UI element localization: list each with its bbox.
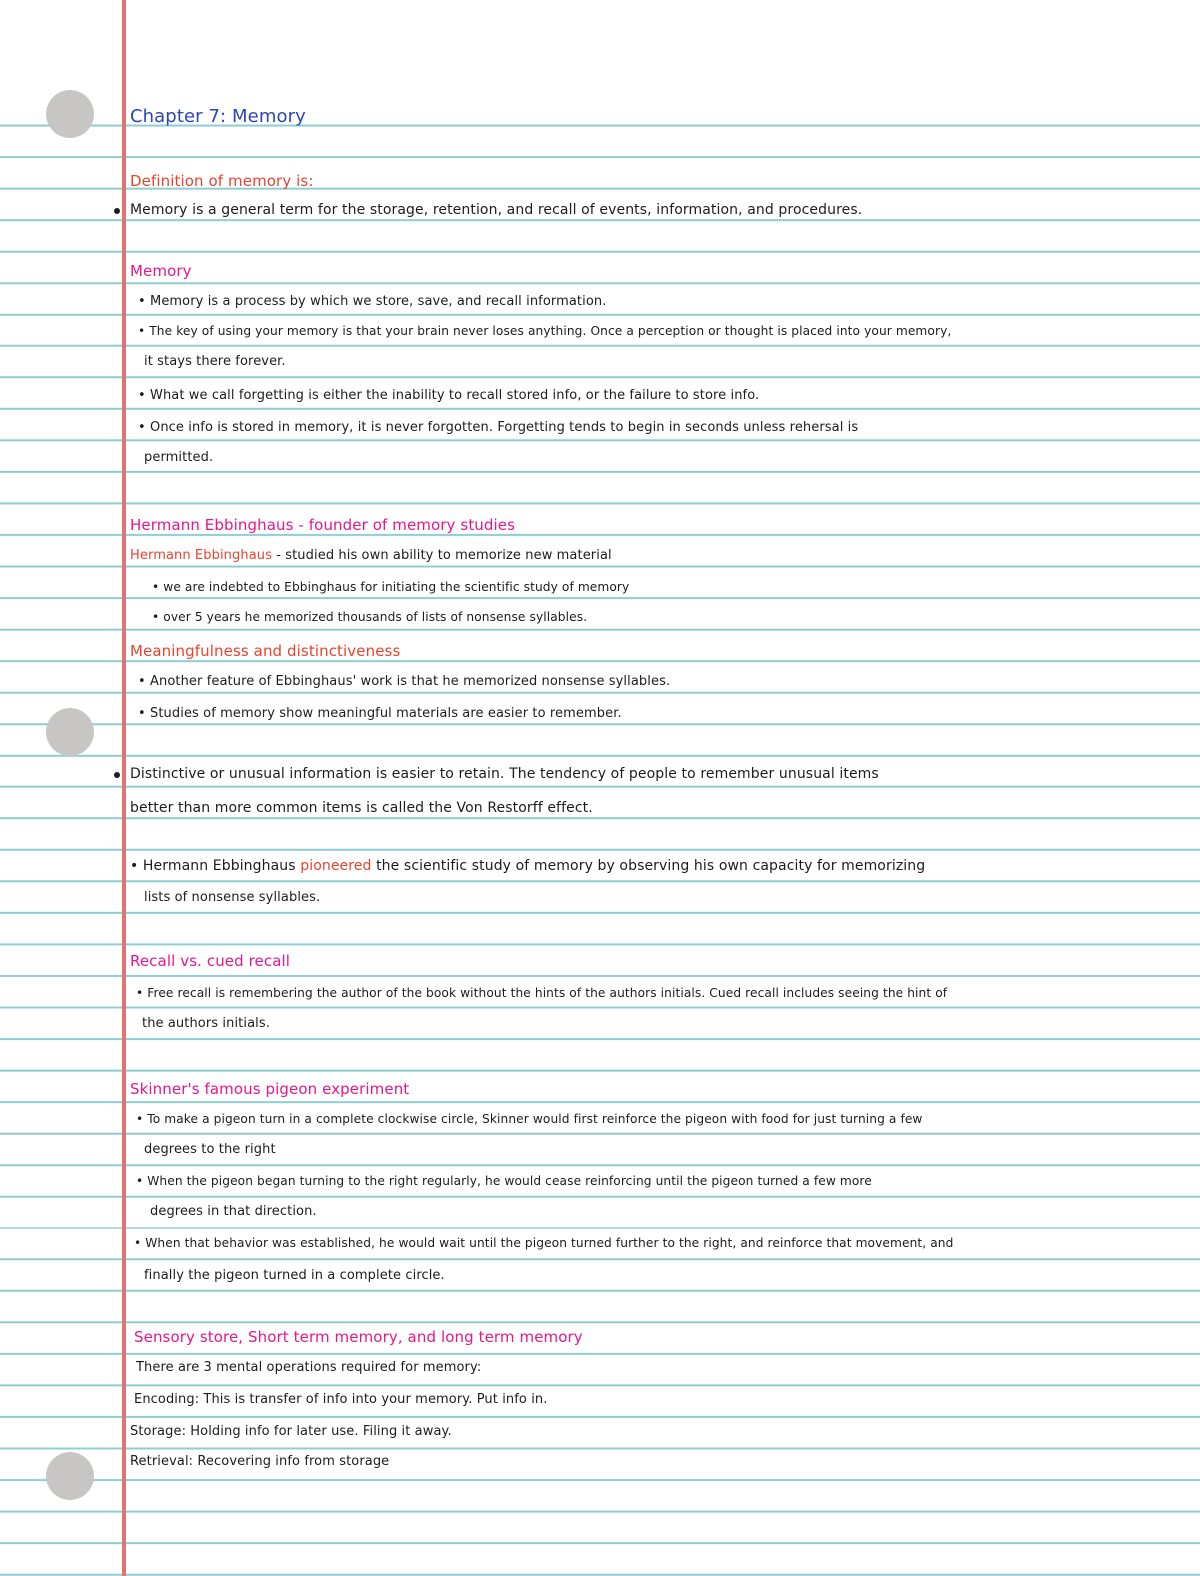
section-heading: Skinner's famous pigeon experiment bbox=[130, 1080, 410, 1098]
note-line: • The key of using your memory is that your brain never loses anything. Once a perception or thought is placed into your memory, bbox=[138, 324, 952, 338]
note-line: • Free recall is remembering the author of the book without the hints of the authors initials. Cued recall includes seeing the hint of bbox=[136, 986, 948, 1000]
note-line: • When the pigeon began turning to the right regularly, he would cease reinforcing until the pigeon turned a few more bbox=[136, 1174, 872, 1188]
note-text: the scientific study of memory by observing his own capacity for memorizing bbox=[376, 858, 926, 874]
note-line: • What we call forgetting is either the inability to recall stored info, or the failure to store info. bbox=[138, 388, 760, 403]
note-line: permitted. bbox=[144, 450, 214, 465]
section-heading: Definition of memory is: bbox=[130, 172, 314, 190]
bullet-dot bbox=[114, 208, 120, 214]
note-line: lists of nonsense syllables. bbox=[144, 890, 321, 905]
note-line: Distinctive or unusual information is easier to retain. The tendency of people to remember unusual items bbox=[130, 766, 879, 782]
note-line: Storage: Holding info for later use. Filing it away. bbox=[130, 1424, 452, 1439]
section-heading: Memory bbox=[130, 262, 192, 280]
note-line: degrees in that direction. bbox=[150, 1204, 317, 1219]
note-line: finally the pigeon turned in a complete circle. bbox=[144, 1268, 445, 1283]
note-line: it stays there forever. bbox=[144, 354, 286, 369]
note-line: There are 3 mental operations required for memory: bbox=[136, 1360, 482, 1375]
section-heading: Recall vs. cued recall bbox=[130, 952, 291, 970]
subheading-text: - studied his own ability to memorize new material bbox=[276, 548, 612, 563]
note-line: Encoding: This is transfer of info into your memory. Put info in. bbox=[134, 1392, 548, 1407]
binder-hole bbox=[46, 708, 94, 756]
section-heading: Sensory store, Short term memory, and long term memory bbox=[134, 1328, 583, 1346]
note-line: • Studies of memory show meaningful materials are easier to remember. bbox=[138, 706, 622, 721]
note-line: Memory is a general term for the storage, retention, and recall of events, information, and procedures. bbox=[130, 202, 863, 218]
page-title: Chapter 7: Memory bbox=[130, 106, 306, 127]
note-line: the authors initials. bbox=[142, 1016, 270, 1031]
note-line: Retrieval: Recovering info from storage bbox=[130, 1454, 390, 1469]
paper-header-area bbox=[0, 0, 1200, 96]
bullet-dot bbox=[114, 772, 120, 778]
note-line: better than more common items is called the Von Restorff effect. bbox=[130, 800, 593, 816]
note-line: • Memory is a process by which we store, save, and recall information. bbox=[138, 294, 607, 309]
section-heading: Meaningfulness and distinctiveness bbox=[130, 642, 401, 660]
binder-hole bbox=[46, 90, 94, 138]
note-line bbox=[130, 858, 925, 874]
note-line: • To make a pigeon turn in a complete clockwise circle, Skinner would first reinforce the pigeon with food for just turning a few bbox=[136, 1112, 923, 1126]
note-line: • over 5 years he memorized thousands of lists of nonsense syllables. bbox=[152, 610, 588, 624]
note-line: • When that behavior was established, he would wait until the pigeon turned further to the right, and reinforce that movement, and bbox=[134, 1236, 954, 1250]
margin-line bbox=[122, 0, 126, 1576]
note-line: • Another feature of Ebbinghaus' work is that he memorized nonsense syllables. bbox=[138, 674, 671, 689]
note-line: • Once info is stored in memory, it is never forgotten. Forgetting tends to begin in seconds unless rehersal is bbox=[138, 420, 859, 435]
section-heading: Hermann Ebbinghaus - founder of memory studies bbox=[130, 516, 516, 534]
highlighted-word: pioneered bbox=[300, 858, 372, 874]
note-line: degrees to the right bbox=[144, 1142, 276, 1157]
note-line: • we are indebted to Ebbinghaus for initiating the scientific study of memory bbox=[152, 580, 630, 594]
note-line bbox=[130, 548, 612, 563]
binder-hole bbox=[46, 1452, 94, 1500]
note-text: • Hermann Ebbinghaus bbox=[130, 858, 296, 874]
subheading: Hermann Ebbinghaus bbox=[130, 548, 272, 563]
